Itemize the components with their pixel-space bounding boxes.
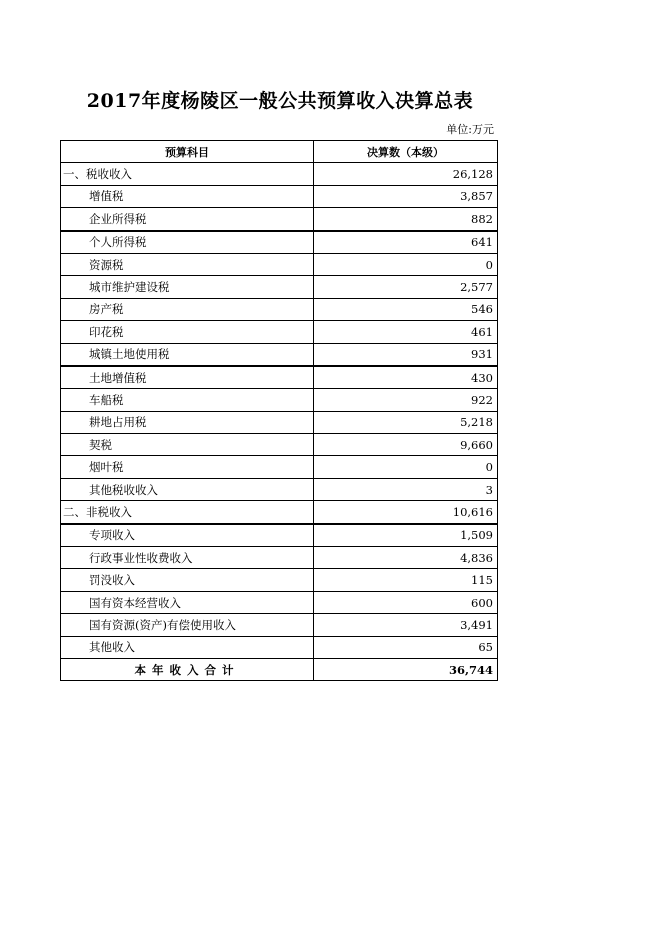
row-amount: 2,577 xyxy=(314,276,498,298)
row-amount: 546 xyxy=(314,298,498,320)
table-row xyxy=(61,343,498,366)
table-row xyxy=(61,434,498,456)
total-row xyxy=(61,658,498,680)
budget-table xyxy=(60,140,498,681)
row-amount: 3,857 xyxy=(314,185,498,207)
row-subject: 一、税收收入 xyxy=(61,163,314,185)
row-subject: 耕地占用税 xyxy=(61,411,314,433)
row-subject: 城镇土地使用税 xyxy=(61,343,314,366)
unit-label: 单位:万元 xyxy=(446,123,494,136)
table-row xyxy=(61,614,498,636)
row-subject: 土地增值税 xyxy=(61,366,314,389)
column-header-subject: 预算科目 xyxy=(61,141,314,163)
row-subject: 车船税 xyxy=(61,389,314,411)
row-amount: 931 xyxy=(314,343,498,366)
row-amount: 0 xyxy=(314,456,498,478)
column-header-amount: 决算数（本级） xyxy=(314,141,498,163)
row-subject: 个人所得税 xyxy=(61,231,314,254)
row-subject: 企业所得税 xyxy=(61,208,314,231)
row-amount: 461 xyxy=(314,321,498,343)
row-amount: 115 xyxy=(314,569,498,591)
row-subject: 资源税 xyxy=(61,253,314,275)
row-amount: 600 xyxy=(314,591,498,613)
row-subject: 房产税 xyxy=(61,298,314,320)
table-header-row xyxy=(61,141,498,163)
row-amount: 26,128 xyxy=(314,163,498,185)
row-amount: 430 xyxy=(314,366,498,389)
row-subject: 烟叶税 xyxy=(61,456,314,478)
table-row xyxy=(61,231,498,254)
row-amount: 641 xyxy=(314,231,498,254)
row-amount: 922 xyxy=(314,389,498,411)
row-subject: 二、非税收入 xyxy=(61,501,314,524)
table-row xyxy=(61,163,498,185)
table-row xyxy=(61,276,498,298)
table-row xyxy=(61,411,498,433)
table-body xyxy=(61,163,498,659)
row-amount: 882 xyxy=(314,208,498,231)
row-amount: 3,491 xyxy=(314,614,498,636)
row-subject: 国有资本经营收入 xyxy=(61,591,314,613)
table-row xyxy=(61,366,498,389)
row-subject: 行政事业性收费收入 xyxy=(61,547,314,569)
row-amount: 65 xyxy=(314,636,498,658)
row-amount: 0 xyxy=(314,253,498,275)
table-row xyxy=(61,636,498,658)
row-subject: 城市维护建设税 xyxy=(61,276,314,298)
row-amount: 5,218 xyxy=(314,411,498,433)
row-amount: 10,616 xyxy=(314,501,498,524)
table-row xyxy=(61,389,498,411)
row-amount: 3 xyxy=(314,478,498,500)
row-subject: 印花税 xyxy=(61,321,314,343)
row-amount: 9,660 xyxy=(314,434,498,456)
table-row xyxy=(61,185,498,207)
row-amount: 1,509 xyxy=(314,524,498,547)
row-subject: 专项收入 xyxy=(61,524,314,547)
row-amount: 4,836 xyxy=(314,547,498,569)
row-subject: 契税 xyxy=(61,434,314,456)
table-row xyxy=(61,456,498,478)
table-row xyxy=(61,478,498,500)
table-row xyxy=(61,524,498,547)
total-label: 本年收入合计 xyxy=(61,658,314,680)
table-row xyxy=(61,547,498,569)
page-title: 2017年度杨陵区一般公共预算收入决算总表 xyxy=(86,90,474,112)
row-subject: 其他税收收入 xyxy=(61,478,314,500)
table-row xyxy=(61,321,498,343)
row-subject: 罚没收入 xyxy=(61,569,314,591)
row-subject: 其他收入 xyxy=(61,636,314,658)
table-row xyxy=(61,501,498,524)
row-subject: 国有资源(资产)有偿使用收入 xyxy=(61,614,314,636)
row-subject: 增值税 xyxy=(61,185,314,207)
table-row xyxy=(61,569,498,591)
table-row xyxy=(61,298,498,320)
table-row xyxy=(61,208,498,231)
total-value: 36,744 xyxy=(314,658,498,680)
table-row xyxy=(61,591,498,613)
table-row xyxy=(61,253,498,275)
